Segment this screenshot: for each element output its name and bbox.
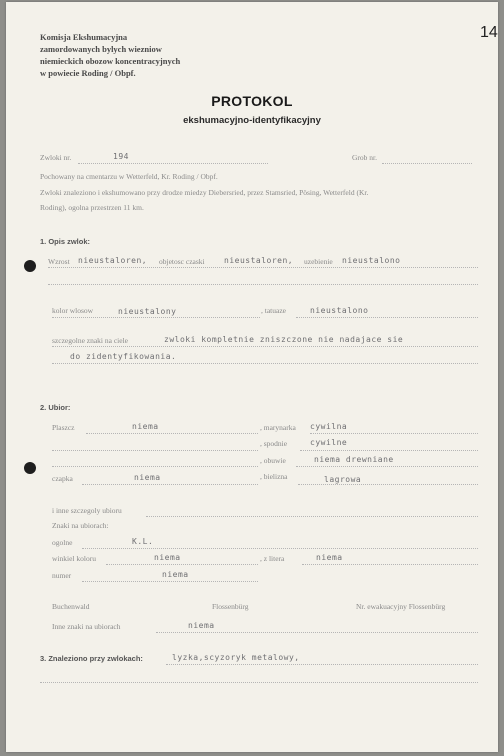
- uzebienie-value: nieustalono: [342, 256, 401, 265]
- spodnie-label: , spodnie: [260, 439, 288, 448]
- punch-hole: [24, 260, 36, 272]
- wzrost-label: Wzrost: [48, 257, 70, 266]
- zwloki-label: Zwloki nr.: [40, 153, 72, 162]
- bielizna-line: [298, 484, 478, 485]
- spodnie-line: [300, 450, 478, 451]
- intro-line-3: Roding), ogolna przestrzen 11 km.: [40, 203, 144, 212]
- inne-znaki-label: Inne znaki na ubiorach: [52, 622, 121, 631]
- ogolne-value: K.L.: [132, 537, 154, 546]
- ogolne-label: ogolne: [52, 538, 73, 547]
- header-line-3: niemieckich obozow koncentracyjnych: [40, 56, 181, 66]
- nr-ewakuacyjny-label: Nr. ewakuacyjny Flossenbürg: [356, 602, 446, 611]
- tatuaze-value: nieustalono: [310, 306, 369, 315]
- plaszcz-value: niema: [132, 422, 159, 431]
- znaleziono-line: [166, 664, 478, 665]
- znaleziono-line-2: [40, 682, 478, 683]
- grob-line: [382, 163, 472, 164]
- numer-label: numer: [52, 571, 72, 580]
- numer-value: niema: [162, 570, 189, 579]
- tatuaze-label: , tatuaze: [261, 306, 286, 315]
- winkiel-label: winkiel koloru: [52, 554, 96, 563]
- obuwie-label: , obuwie: [260, 456, 286, 465]
- znaki-value-2: do zidentyfikowania.: [70, 352, 177, 361]
- inne-label: i inne szczegoly ubioru: [52, 506, 122, 515]
- section-1-title: 1. Opis zwlok:: [40, 237, 91, 246]
- czapka-label: czapka: [52, 474, 73, 483]
- punch-hole: [24, 462, 36, 474]
- znaleziono-value: lyzka,scyzoryk metalowy,: [172, 653, 300, 662]
- header-line-4: w powiecie Roding / Obpf.: [40, 68, 136, 78]
- marynarka-value: cywilna: [310, 422, 348, 431]
- header-line-2: zamordowanych bylych wiezniow: [40, 44, 162, 54]
- znaki-ubior-label: Znaki na ubiorach:: [52, 521, 109, 530]
- numer-line: [82, 581, 258, 582]
- czapka-line: [82, 484, 258, 485]
- header-line-1: Komisja Ekshumacyjna: [40, 32, 128, 42]
- blank-line-2: [52, 450, 258, 451]
- uzebienie-label: uzebienie: [304, 257, 333, 266]
- znaki-line-2: [52, 363, 478, 364]
- blank-line-3: [52, 466, 258, 467]
- plaszcz-label: Plaszcz: [52, 423, 75, 432]
- czapka-value: niema: [134, 473, 161, 482]
- marynarka-label: , marynarka: [260, 423, 296, 432]
- kolor-value: nieustalony: [118, 307, 177, 316]
- flossenburg-label: Flossenbürg: [212, 602, 249, 611]
- page-number: 14: [480, 24, 498, 41]
- spodnie-value: cywilne: [310, 438, 348, 447]
- zwloki-line: [78, 163, 268, 164]
- inne-znaki-line: [156, 632, 478, 633]
- znaki-value-1: zwloki kompletnie zniszczone nie nadajace sie: [164, 335, 404, 344]
- plaszcz-line: [86, 433, 258, 434]
- intro-line-1: Pochowany na cmentarzu w Wetterfeld, Kr. Roding / Obpf.: [40, 172, 218, 181]
- winkiel-line: [106, 564, 258, 565]
- document-sheet: [6, 2, 498, 752]
- obuwie-line: [296, 466, 478, 467]
- buchenwald-label: Buchenwald: [52, 602, 90, 611]
- objetosc-value: nieustaloren,: [224, 256, 294, 265]
- kolor-line: [52, 317, 260, 318]
- grob-label: Grob nr.: [352, 153, 377, 162]
- winkiel-value: niema: [154, 553, 181, 562]
- marynarka-line: [310, 433, 478, 434]
- znaki-line-1: [52, 346, 478, 347]
- document-subtitle: ekshumacyjno-identyfikacyjny: [183, 115, 321, 126]
- kolor-label: kolor wlosow: [52, 306, 94, 315]
- zwloki-value: 194: [113, 152, 129, 161]
- intro-line-2: Zwloki znaleziono i ekshumowano przy drodze miedzy Diebersried, przez Stamsried, Pösing, Wetterfeld (Kr.: [40, 188, 369, 197]
- wzrost-value: nieustaloren,: [78, 256, 148, 265]
- obuwie-value: niema drewniane: [314, 455, 394, 464]
- inne-znaki-value: niema: [188, 621, 215, 630]
- inne-line: [146, 516, 478, 517]
- tatuaze-line: [296, 317, 478, 318]
- litera-label: , z litera: [260, 554, 285, 563]
- litera-value: niema: [316, 553, 343, 562]
- objetosc-label: objetosc czaski: [159, 257, 205, 266]
- wzrost-line: [48, 267, 478, 268]
- section-3-title: 3. Znaleziono przy zwlokach:: [40, 654, 143, 663]
- blank-line: [48, 284, 478, 285]
- bielizna-value: lagrowa: [324, 475, 362, 484]
- litera-line: [302, 564, 478, 565]
- section-2-title: 2. Ubior:: [40, 403, 71, 412]
- document-title: PROTOKOL: [211, 93, 293, 109]
- bielizna-label: , bielizna: [260, 472, 288, 481]
- ogolne-line: [82, 548, 478, 549]
- znaki-label: szczegolne znaki na ciele: [52, 336, 128, 345]
